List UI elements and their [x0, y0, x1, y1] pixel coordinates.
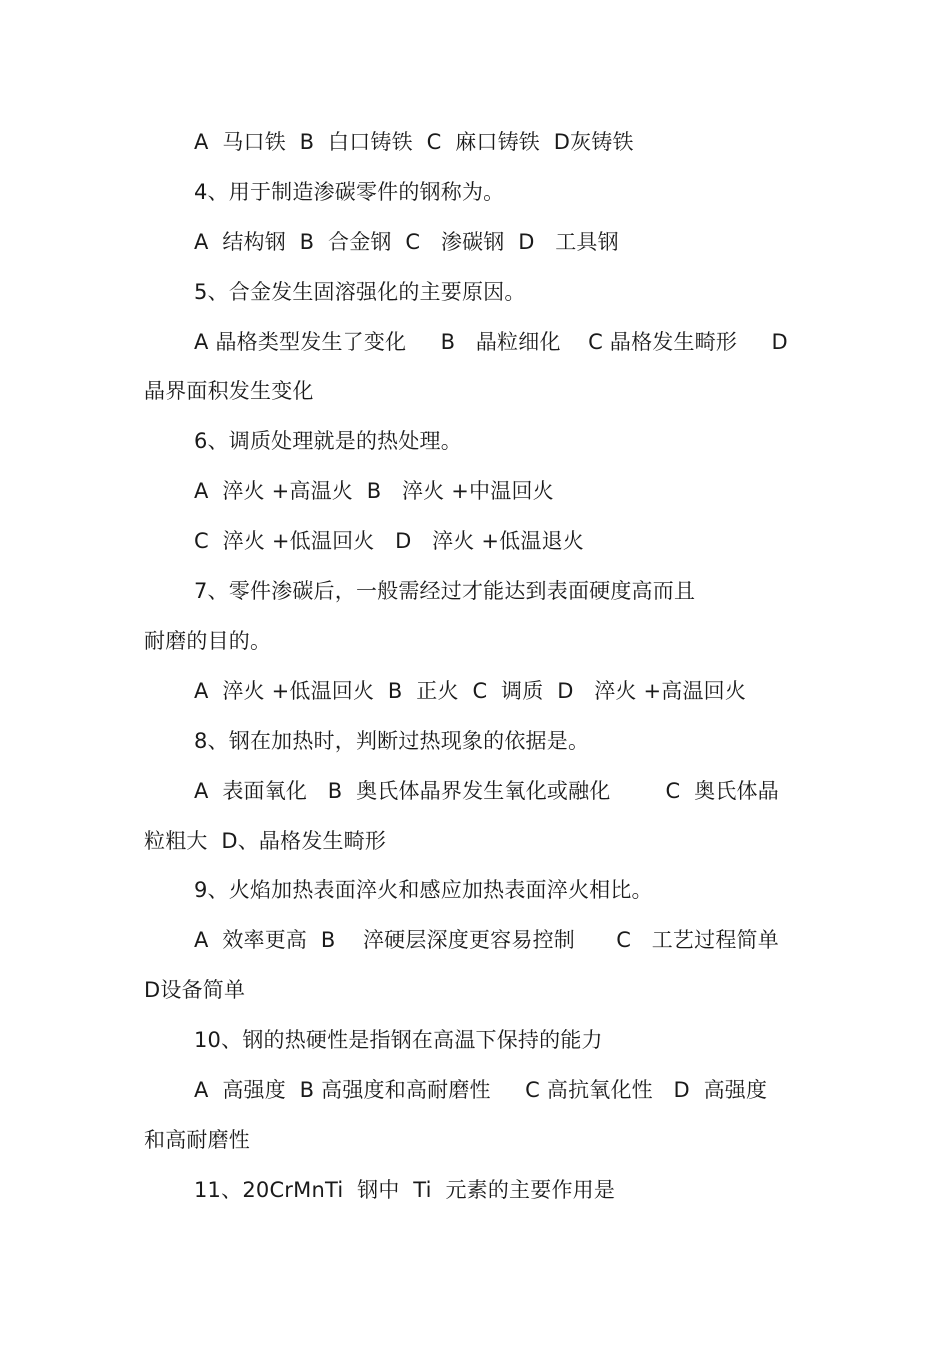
question-8: 8、钢在加热时，判断过热现象的依据是。: [194, 729, 590, 753]
option-line-q8-b: 粒粗大 D、晶格发生畸形: [144, 829, 387, 853]
option-line-q8-a: A 表面氧化 B 奥氏体晶界发生氧化或融化 C 奥氏体晶: [194, 779, 779, 803]
question-6: 6、调质处理就是的热处理。: [194, 429, 462, 453]
option-line-q10-b: 和高耐磨性: [144, 1128, 250, 1152]
option-line-q10-a: A 高强度 B 高强度和高耐磨性 C 高抗氧化性 D 高强度: [194, 1078, 768, 1102]
option-line-q9-b: D设备简单: [144, 978, 246, 1002]
option-line-q6-b: C 淬火 +低温回火 D 淬火 +低温退火: [194, 529, 584, 553]
question-7: 7、零件渗碳后，一般需经过才能达到表面硬度高而且: [194, 579, 696, 603]
option-line-q3: A 马口铁 B 白口铸铁 C 麻口铸铁 D灰铸铁: [194, 130, 634, 154]
question-5: 5、合金发生固溶强化的主要原因。: [194, 280, 526, 304]
option-line-q7: A 淬火 +低温回火 B 正火 C 调质 D 淬火 +高温回火: [194, 679, 747, 703]
option-line-q5-b: 晶界面积发生变化: [144, 379, 314, 403]
question-9: 9、火焰加热表面淬火和感应加热表面淬火相比。: [194, 878, 653, 902]
question-11: 11、20CrMnTi 钢中 Ti 元素的主要作用是: [194, 1178, 616, 1202]
option-line-q5-a: A 晶格类型发生了变化 B 晶粒细化 C 晶格发生畸形 D: [194, 330, 788, 354]
option-line-q4: A 结构钢 B 合金钢 C 渗碳钢 D 工具钢: [194, 230, 619, 254]
question-7-cont: 耐磨的目的。: [144, 629, 272, 653]
question-10: 10、钢的热硬性是指钢在高温下保持的能力: [194, 1028, 603, 1052]
question-4: 4、用于制造渗碳零件的钢称为。: [194, 180, 505, 204]
option-line-q6-a: A 淬火 +高温火 B 淬火 +中温回火: [194, 479, 554, 503]
option-line-q9-a: A 效率更高 B 淬硬层深度更容易控制 C 工艺过程简单: [194, 928, 779, 952]
